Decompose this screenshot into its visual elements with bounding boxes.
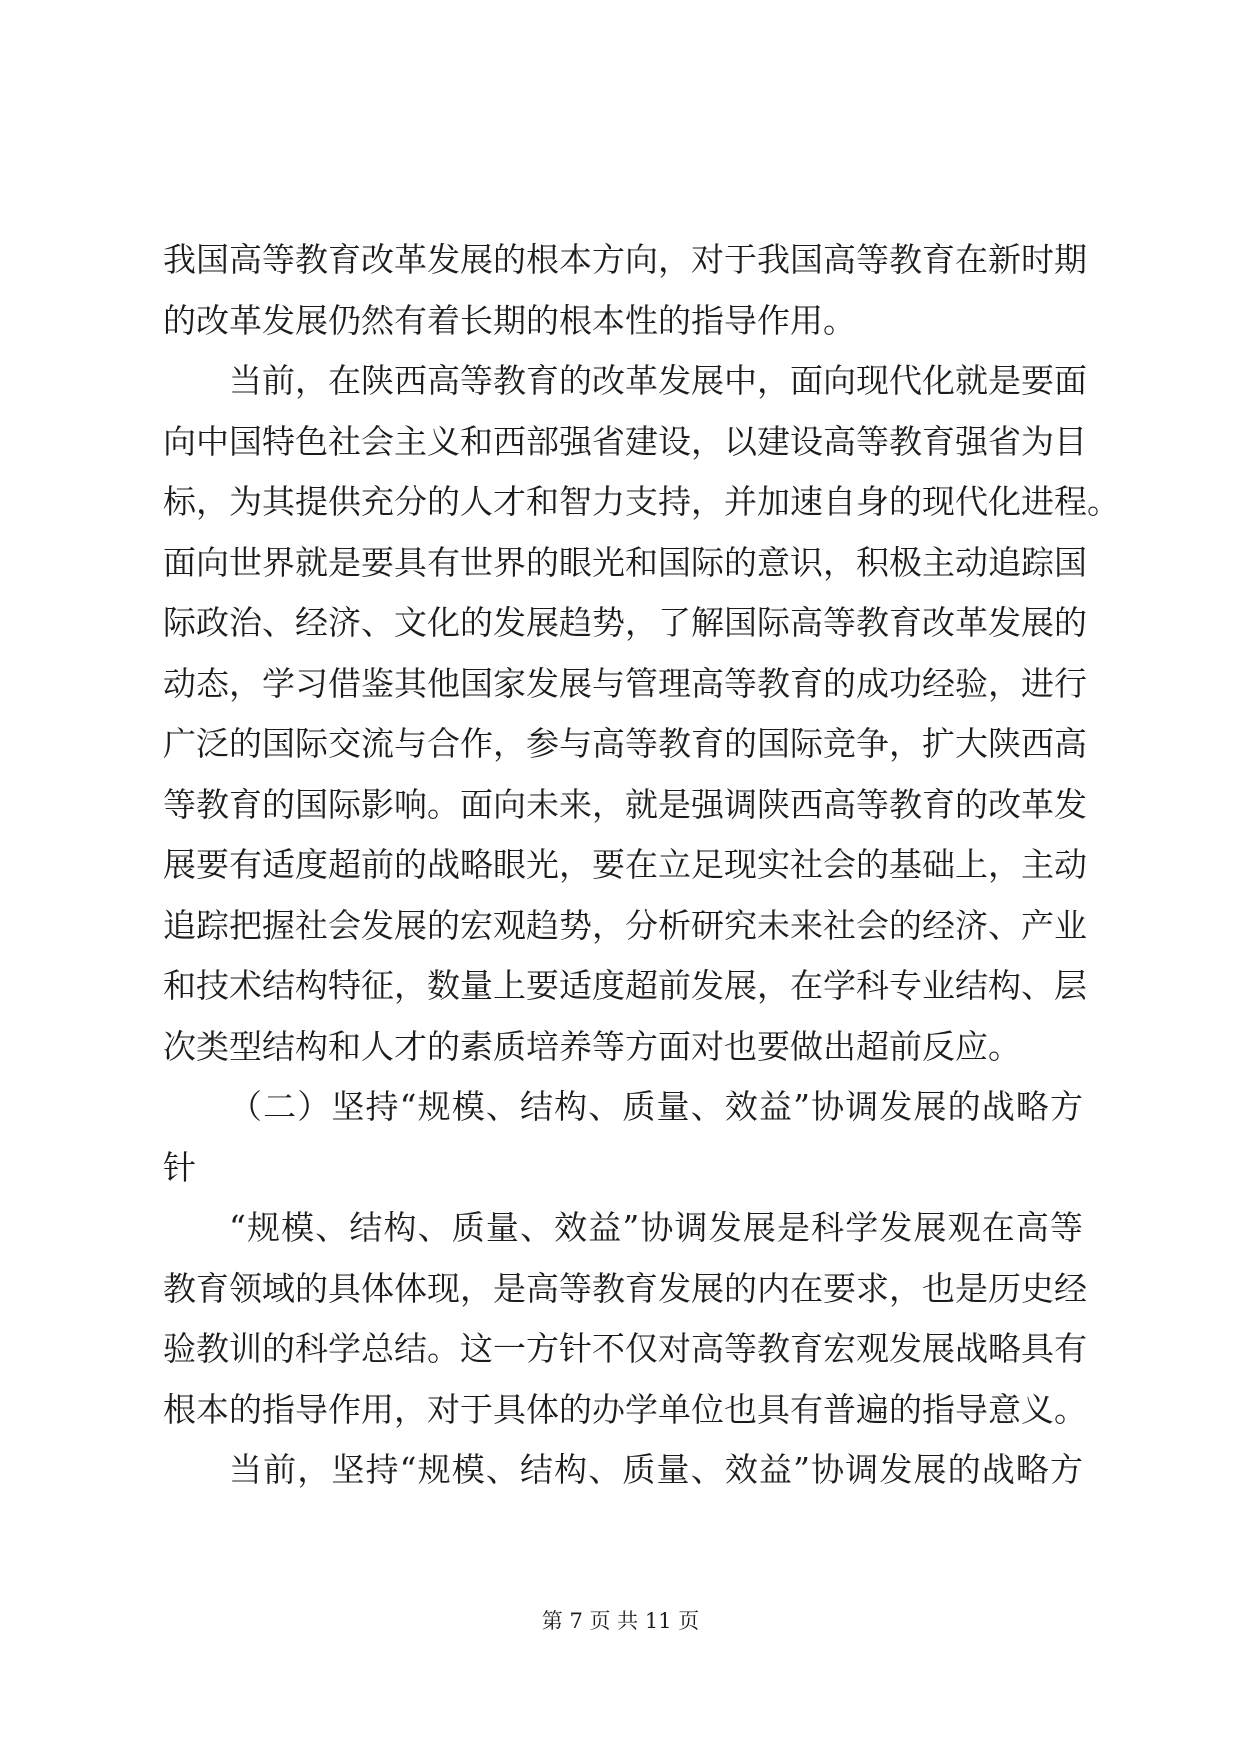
- text-line: 追踪把握社会发展的宏观趋势，分析研究未来社会的经济、产业: [163, 905, 1087, 945]
- section-heading-line: （二）坚持“规模、结构、质量、效益”协调发展的战略方: [229, 1087, 1083, 1126]
- text-line: 教育领域的具体体现，是高等教育发展的内在要求，也是历史经: [163, 1268, 1087, 1308]
- text-line: 和技术结构特征，数量上要适度超前发展，在学科专业结构、层: [163, 966, 1087, 1005]
- document-body: [163, 230, 1120, 1501]
- text-line: 标，为其提供充分的人才和智力支持，并加速自身的现代化进程。: [163, 482, 1120, 521]
- text-line: 等教育的国际影响。面向未来，就是强调陕西高等教育的改革发: [163, 784, 1087, 824]
- text-line: 验教训的科学总结。这一方针不仅对高等教育宏观发展战略具有: [163, 1329, 1087, 1368]
- text-line: 向中国特色社会主义和西部强省建设，以建设高等教育强省为目: [163, 421, 1087, 461]
- text-line: 的改革发展仍然有着长期的根本性的指导作用。: [163, 300, 856, 340]
- paragraph-first-line: 当前，坚持“规模、结构、质量、效益”协调发展的战略方: [229, 1450, 1083, 1489]
- text-line: 际政治、经济、文化的发展趋势，了解国际高等教育改革发展的: [163, 603, 1087, 642]
- text-line: 我国高等教育改革发展的根本方向，对于我国高等教育在新时期: [163, 240, 1087, 279]
- text-line: 根本的指导作用，对于具体的办学单位也具有普遍的指导意义。: [163, 1389, 1087, 1429]
- text-line: 次类型结构和人才的素质培养等方面对也要做出超前反应。: [163, 1026, 1021, 1066]
- page-number-footer: 第 7 页 共 11 页: [541, 1609, 700, 1633]
- text-line: 展要有适度超前的战略眼光，要在立足现实社会的基础上，主动: [163, 845, 1087, 884]
- paragraph-first-line: “规模、结构、质量、效益”协调发展是科学发展观在高等: [229, 1208, 1083, 1247]
- text-line: 广泛的国际交流与合作，参与高等教育的国际竞争，扩大陕西高: [163, 724, 1087, 763]
- section-heading-line: 针: [163, 1147, 196, 1187]
- text-line: 面向世界就是要具有世界的眼光和国际的意识，积极主动追踪国: [163, 542, 1087, 582]
- paragraph-first-line: 当前，在陕西高等教育的改革发展中，面向现代化就是要面: [229, 361, 1087, 400]
- text-line: 动态，学习借鉴其他国家发展与管理高等教育的成功经验，进行: [163, 663, 1087, 703]
